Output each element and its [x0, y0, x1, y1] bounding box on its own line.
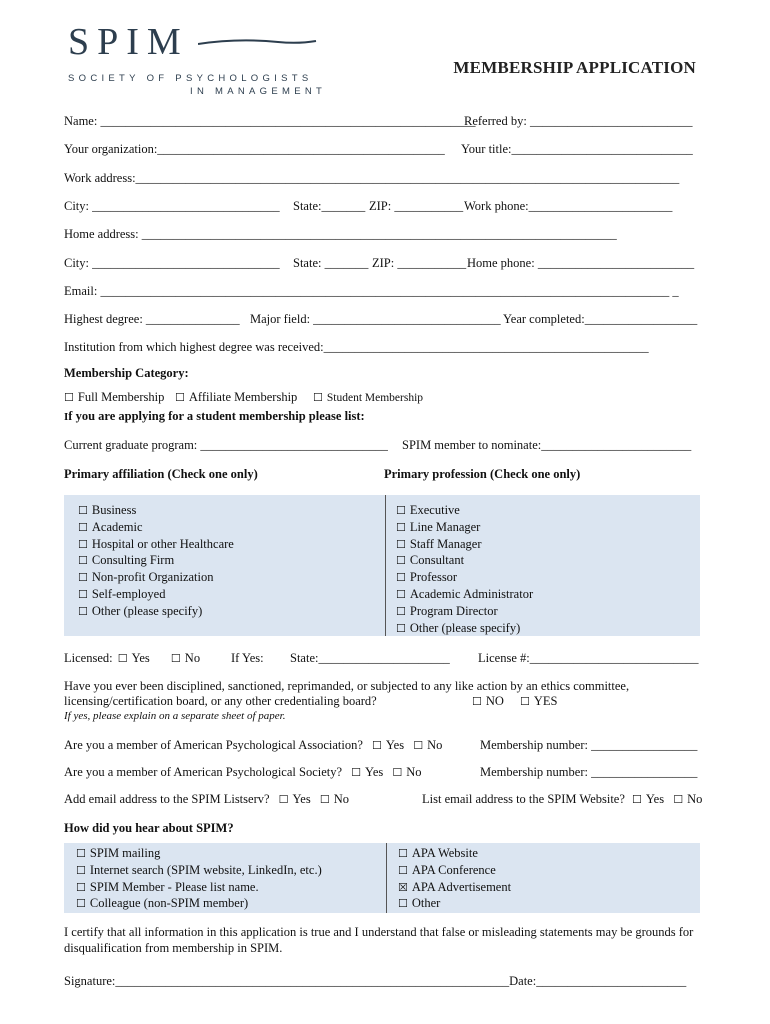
checkbox-icon[interactable]: ☐	[398, 863, 408, 877]
membership-category-heading: Membership Category:	[64, 366, 189, 380]
referred-by-field[interactable]: Referred by: __________________________	[464, 114, 693, 128]
affiliation-option[interactable]: ☐ Hospital or other Healthcare	[78, 536, 234, 551]
profession-option[interactable]: ☐ Other (please specify)	[396, 620, 521, 635]
if-yes-label: If Yes:	[231, 651, 264, 665]
logo-spim: SPIM	[68, 21, 189, 63]
email-field[interactable]: Email: ___________________________________________________________________________________________ _	[64, 284, 679, 298]
student-note: If you are applying for a student membership please list:	[64, 409, 365, 423]
discipline-yes-option[interactable]: ☐ YES	[520, 694, 558, 708]
licensed-yes-checkbox[interactable]: ☐	[117, 652, 128, 665]
major-field[interactable]: Major field: ______________________________	[250, 312, 501, 326]
checkbox-icon[interactable]: ☐	[396, 554, 406, 568]
organization-field[interactable]: Your organization:______________________________________________	[64, 142, 445, 156]
hear-option[interactable]: ☐ SPIM mailing	[76, 846, 161, 860]
checkbox-icon[interactable]: ☐	[472, 695, 482, 708]
signature-date-field[interactable]: Signature:_______________________________________________________________Date:________________________	[64, 974, 687, 988]
checkbox-icon[interactable]: ☐	[64, 391, 74, 404]
year-completed-field[interactable]: Year completed:__________________	[503, 312, 698, 326]
hear-about-heading: How did you hear about SPIM?	[64, 821, 234, 835]
affiliation-list	[78, 502, 234, 620]
hear-option[interactable]: ☒ APA Advertisement	[398, 879, 512, 894]
hear-option[interactable]: ☐ Other	[398, 896, 441, 911]
affiliation-heading: Primary affiliation (Check one only)	[64, 467, 258, 481]
discipline-no-option[interactable]: ☐ NO	[472, 694, 504, 708]
affiliation-option[interactable]: ☐ Other (please specify)	[78, 603, 203, 618]
checkbox-icon[interactable]: ☐	[78, 504, 88, 517]
column-divider	[386, 843, 387, 913]
profession-option[interactable]: ☐ Line Manager	[396, 519, 481, 534]
aps-yes-checkbox[interactable]: ☐	[351, 766, 362, 779]
work-address-field[interactable]: Work address:_______________________________________________________________________________________	[64, 171, 680, 185]
home-city-field[interactable]: City: ______________________________	[64, 256, 280, 270]
website-question: List email address to the SPIM Website? ☐ Yes ☐ No	[422, 792, 703, 806]
checkbox-icon[interactable]: ☐	[396, 587, 406, 601]
apa-no-checkbox[interactable]: ☐	[413, 739, 424, 752]
home-address-field[interactable]: Home address: ____________________________________________________________________________	[64, 227, 617, 241]
profession-option[interactable]: ☐ Staff Manager	[396, 536, 482, 551]
profession-list	[396, 502, 533, 636]
listserv-no-checkbox[interactable]: ☐	[319, 793, 330, 806]
hear-left-list	[76, 845, 322, 912]
profession-option[interactable]: ☐ Professor	[396, 570, 458, 585]
hear-option[interactable]: ☐ APA Conference	[398, 862, 496, 877]
name-field[interactable]: Name: ____________________________________________________________	[64, 114, 476, 128]
home-zip-field[interactable]: ZIP: ___________	[372, 256, 467, 270]
logo-tagline-2: IN MANAGEMENT	[190, 86, 327, 97]
checkbox-icon[interactable]: ☐	[78, 554, 88, 568]
affiliation-option[interactable]: ☐ Self-employed	[78, 586, 166, 601]
work-city-field[interactable]: City: ______________________________	[64, 199, 280, 213]
apa-membership-number-field[interactable]: Membership number: _________________	[480, 738, 698, 752]
affiliation-option[interactable]: ☐ Consulting Firm	[78, 553, 175, 568]
nominate-field[interactable]: SPIM member to nominate:________________________	[402, 438, 692, 452]
profession-option[interactable]: ☐ Academic Administrator	[396, 586, 534, 601]
checkbox-icon[interactable]: ☐	[396, 621, 406, 635]
listserv-question: Add email address to the SPIM Listserv? ☐ Yes ☐ No	[64, 792, 350, 806]
hear-option[interactable]: ☐ APA Website	[398, 846, 478, 860]
checkbox-icon[interactable]: ☐	[396, 520, 406, 534]
profession-heading: Primary profession (Check one only)	[384, 467, 581, 481]
aps-no-checkbox[interactable]: ☐	[392, 766, 403, 779]
aps-question: Are you a member of American Psychological Society? ☐ Yes ☐ No	[64, 765, 422, 779]
checkbox-icon[interactable]: ☐	[398, 847, 408, 860]
checkbox-icon[interactable]: ☐	[78, 571, 88, 585]
graduate-program-field[interactable]: Current graduate program: ______________________________	[64, 438, 388, 452]
checkbox-icon[interactable]: ☐	[78, 520, 88, 534]
checkbox-icon[interactable]: ☐	[520, 695, 530, 708]
hear-option[interactable]: ☐ Internet search (SPIM website, LinkedIn, etc.)	[76, 862, 322, 877]
checkbox-icon[interactable]: ☐	[76, 897, 86, 911]
licensed-row: Licensed: ☐ Yes ☐ No	[64, 651, 201, 665]
profession-option[interactable]: ☐ Consultant	[396, 553, 465, 568]
page-title: MEMBERSHIP APPLICATION	[453, 58, 696, 77]
license-number-field[interactable]: License #:___________________________	[478, 651, 699, 665]
your-title-field[interactable]: Your title:_____________________________	[461, 142, 693, 156]
checkbox-icon[interactable]: ☐	[396, 537, 406, 551]
logo-tagline-1: SOCIETY OF PSYCHOLOGISTS	[68, 73, 313, 84]
checkbox-icon[interactable]: ☐	[76, 880, 86, 894]
discipline-question-line2: licensing/certification board, or any other credentialing board?	[64, 694, 377, 708]
home-state-field[interactable]: State: _______	[293, 256, 369, 270]
checkbox-icon[interactable]: ☐	[175, 391, 185, 404]
licensed-no-checkbox[interactable]: ☐	[170, 652, 181, 665]
affiliation-option[interactable]: ☐ Business	[78, 503, 137, 517]
certify-line-2: disqualification from membership in SPIM.	[64, 941, 283, 955]
work-state-field[interactable]: State:_______	[293, 199, 366, 213]
affiliate-membership-option[interactable]: ☐ Affiliate Membership	[175, 390, 298, 404]
website-yes-checkbox[interactable]: ☐	[632, 793, 642, 806]
checkbox-icon[interactable]: ☐	[78, 604, 88, 618]
checkbox-icon[interactable]: ☐	[396, 504, 406, 517]
student-membership-option[interactable]: ☐ Student Membership	[313, 391, 424, 404]
certify-line-1: I certify that all information in this application is true and I understand that false or misleading statements may be grounds for	[64, 925, 694, 939]
discipline-note: If yes, please explain on a separate sheet of paper.	[64, 710, 286, 722]
aps-membership-number-field[interactable]: Membership number: _________________	[480, 765, 698, 779]
hear-right-list	[398, 845, 511, 912]
apa-question: Are you a member of American Psychological Association? ☐ Yes ☐ No	[64, 738, 443, 752]
checkbox-icon[interactable]: ☐	[396, 571, 406, 585]
checkbox-icon[interactable]: ☐	[76, 863, 86, 877]
discipline-question-line1: Have you ever been disciplined, sanctioned, reprimanded, or subjected to any like action by an ethics committee,	[64, 679, 630, 693]
institution-field[interactable]: Institution from which highest degree was received:____________________________________________________	[64, 340, 649, 354]
hear-option[interactable]: ☐ SPIM Member - Please list name.	[76, 879, 259, 894]
checked-checkbox-icon[interactable]: ☒	[398, 880, 408, 894]
full-membership-option[interactable]: ☐ Full Membership	[64, 390, 165, 404]
checkbox-icon[interactable]: ☐	[76, 847, 86, 860]
profession-option[interactable]: ☐ Program Director	[396, 603, 498, 618]
hear-option[interactable]: ☐ Colleague (non-SPIM member)	[76, 896, 249, 911]
affiliation-option[interactable]: ☐ Academic	[78, 519, 143, 534]
highest-degree-field[interactable]: Highest degree: _______________	[64, 312, 240, 326]
logo-swoosh	[198, 36, 318, 50]
home-phone-field[interactable]: Home phone: _________________________	[467, 256, 695, 270]
affiliation-option[interactable]: ☐ Non-profit Organization	[78, 570, 214, 585]
license-state-field[interactable]: State:_____________________	[290, 651, 450, 665]
work-zip-field[interactable]: ZIP: ___________	[369, 199, 464, 213]
checkbox-icon[interactable]: ☐	[313, 391, 323, 404]
checkbox-icon[interactable]: ☐	[396, 604, 406, 618]
profession-option[interactable]: ☐ Executive	[396, 503, 460, 517]
checkbox-icon[interactable]: ☐	[398, 897, 408, 911]
apa-yes-checkbox[interactable]: ☐	[372, 739, 382, 752]
checkbox-icon[interactable]: ☐	[78, 587, 88, 601]
checkbox-icon[interactable]: ☐	[78, 537, 88, 551]
website-no-checkbox[interactable]: ☐	[673, 793, 684, 806]
column-divider	[385, 495, 386, 636]
listserv-yes-checkbox[interactable]: ☐	[278, 793, 289, 806]
work-phone-field[interactable]: Work phone:_______________________	[464, 199, 673, 213]
